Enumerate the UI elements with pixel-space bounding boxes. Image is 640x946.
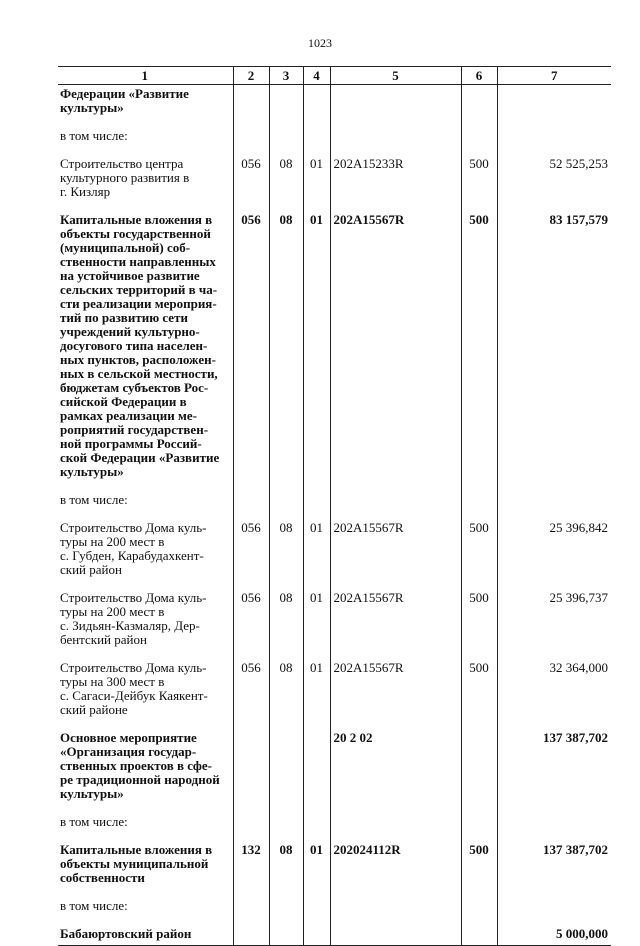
row-expense-type-cell: 500 [461, 207, 497, 487]
row-expense-type-cell: 500 [461, 585, 497, 655]
table-row [58, 809, 611, 837]
table-row [58, 837, 611, 893]
table-body [58, 85, 611, 946]
row-code-4-cell [303, 123, 330, 151]
row-expense-type-cell: 500 [461, 837, 497, 893]
row-amount-cell [497, 893, 611, 921]
row-code-2-cell [233, 809, 269, 837]
table-row [58, 725, 611, 809]
row-code-4-cell: 01 [303, 837, 330, 893]
row-code-3-cell [269, 123, 303, 151]
row-expense-type-cell [461, 725, 497, 809]
row-amount-cell: 25 396,842 [497, 515, 611, 585]
row-code-2-cell [233, 725, 269, 809]
table-row [58, 151, 611, 207]
row-code-3-cell [269, 725, 303, 809]
row-target-code-cell: 202024112R [330, 837, 461, 893]
row-code-4-cell [303, 725, 330, 809]
row-code-4-cell: 01 [303, 585, 330, 655]
row-name-cell: Строительство Дома куль- туры на 200 мест в с. Зидьян-Казмаляр, Дер- бентский район [60, 590, 207, 647]
row-amount-cell: 32 364,000 [497, 655, 611, 725]
row-code-3-cell: 08 [269, 151, 303, 207]
row-code-2-cell [233, 123, 269, 151]
row-amount-cell: 52 525,253 [497, 151, 611, 207]
header-col-7: 7 [497, 67, 611, 85]
row-name-cell: Бабаюртовский район [58, 921, 233, 946]
row-name-cell: Федерации «Развитие культуры» [60, 86, 189, 115]
row-amount-cell: 83 157,579 [497, 207, 611, 487]
row-code-2-cell: 056 [233, 515, 269, 585]
header-col-3: 3 [269, 67, 303, 85]
row-name-cell: в том числе: [60, 492, 128, 507]
row-code-2-cell [233, 487, 269, 515]
row-code-3-cell [269, 809, 303, 837]
row-code-2-cell: 056 [233, 151, 269, 207]
row-target-code-cell [330, 893, 461, 921]
row-code-3-cell: 08 [269, 585, 303, 655]
row-expense-type-cell [461, 123, 497, 151]
row-name-cell: Капитальные вложения в объекты государственной (муниципальной) соб- ственности направленных на устойчивое развитие сельских территорий в ча- сти реализации мероприя- тий по развитию сети учреждений культурно- досугового типа населен- ных пунктов, расположен- ных в сельской местности, бюджетам субъектов Рос- сийской Федерации в рамках реализации ме- роприятий государствен- ной программы Россий- ской Федерации «Развитие культуры» [60, 212, 220, 479]
row-amount-cell [497, 487, 611, 515]
table-row [58, 921, 611, 946]
row-code-3-cell: 08 [269, 837, 303, 893]
row-code-3-cell [269, 487, 303, 515]
row-code-4-cell: 01 [303, 655, 330, 725]
row-expense-type-cell [461, 921, 497, 946]
row-code-3-cell [269, 893, 303, 921]
table-row [58, 585, 611, 655]
table-row [58, 893, 611, 921]
row-expense-type-cell [461, 893, 497, 921]
row-code-2-cell: 056 [233, 585, 269, 655]
row-target-code-cell [330, 921, 461, 946]
row-code-2-cell: 056 [233, 655, 269, 725]
row-target-code-cell: 202A15567R [330, 515, 461, 585]
header-col-4: 4 [303, 67, 330, 85]
row-target-code-cell [330, 809, 461, 837]
row-expense-type-cell [461, 487, 497, 515]
row-code-4-cell [303, 487, 330, 515]
row-code-2-cell [233, 893, 269, 921]
row-target-code-cell [330, 85, 461, 124]
row-expense-type-cell [461, 809, 497, 837]
row-name-cell: в том числе: [60, 814, 128, 829]
row-amount-cell: 137 387,702 [497, 837, 611, 893]
row-amount-cell [497, 809, 611, 837]
row-code-3-cell: 08 [269, 655, 303, 725]
table-row [58, 487, 611, 515]
row-code-3-cell [269, 921, 303, 946]
row-name-cell: Строительство Дома куль- туры на 200 мест в с. Губден, Карабудахкент- ский район [60, 520, 207, 577]
row-code-2-cell [233, 85, 269, 124]
row-target-code-cell [330, 487, 461, 515]
row-name-cell: Строительство Дома куль- туры на 300 мест в с. Сагаси-Дейбук Каякент- ский районе [60, 660, 208, 717]
row-code-3-cell: 08 [269, 515, 303, 585]
row-target-code-cell [330, 123, 461, 151]
row-target-code-cell: 202A15567R [330, 585, 461, 655]
header-col-6: 6 [461, 67, 497, 85]
row-code-4-cell: 01 [303, 151, 330, 207]
row-code-2-cell [233, 921, 269, 946]
row-expense-type-cell: 500 [461, 515, 497, 585]
row-code-4-cell: 01 [303, 515, 330, 585]
row-code-4-cell: 01 [303, 207, 330, 487]
table-row [58, 655, 611, 725]
table-row [58, 123, 611, 151]
row-name-cell: Основное мероприятие «Организация государ- ственных проектов в сфе- ре традиционной народной культуры» [60, 730, 220, 801]
header-col-1: 1 [58, 67, 233, 85]
row-name-cell: в том числе: [60, 898, 128, 913]
row-expense-type-cell [461, 85, 497, 124]
table-row [58, 515, 611, 585]
header-col-2: 2 [233, 67, 269, 85]
table-row [58, 85, 611, 124]
row-amount-cell: 137 387,702 [497, 725, 611, 809]
row-code-2-cell: 132 [233, 837, 269, 893]
row-target-code-cell: 202A15567R [330, 655, 461, 725]
row-target-code-cell: 20 2 02 [330, 725, 461, 809]
row-expense-type-cell: 500 [461, 151, 497, 207]
row-amount-cell [497, 123, 611, 151]
row-code-3-cell [269, 85, 303, 124]
row-target-code-cell: 202A15567R [330, 207, 461, 487]
row-code-4-cell [303, 85, 330, 124]
row-code-3-cell: 08 [269, 207, 303, 487]
table-row [58, 207, 611, 487]
row-name-cell: Строительство центра культурного развития в г. Кизляр [60, 156, 190, 199]
row-name-cell: Капитальные вложения в объекты муниципальной собственности [60, 842, 213, 885]
table-header-row [58, 67, 611, 85]
row-code-4-cell [303, 921, 330, 946]
header-col-5: 5 [330, 67, 461, 85]
row-target-code-cell: 202A15233R [330, 151, 461, 207]
row-name-cell: в том числе: [60, 128, 128, 143]
page-number: 1023 [308, 36, 332, 50]
row-code-4-cell [303, 893, 330, 921]
budget-table [58, 66, 611, 946]
row-amount-cell: 25 396,737 [497, 585, 611, 655]
row-code-2-cell: 056 [233, 207, 269, 487]
row-amount-cell [497, 85, 611, 124]
row-amount-cell: 5 000,000 [497, 921, 611, 946]
row-expense-type-cell: 500 [461, 655, 497, 725]
row-code-4-cell [303, 809, 330, 837]
